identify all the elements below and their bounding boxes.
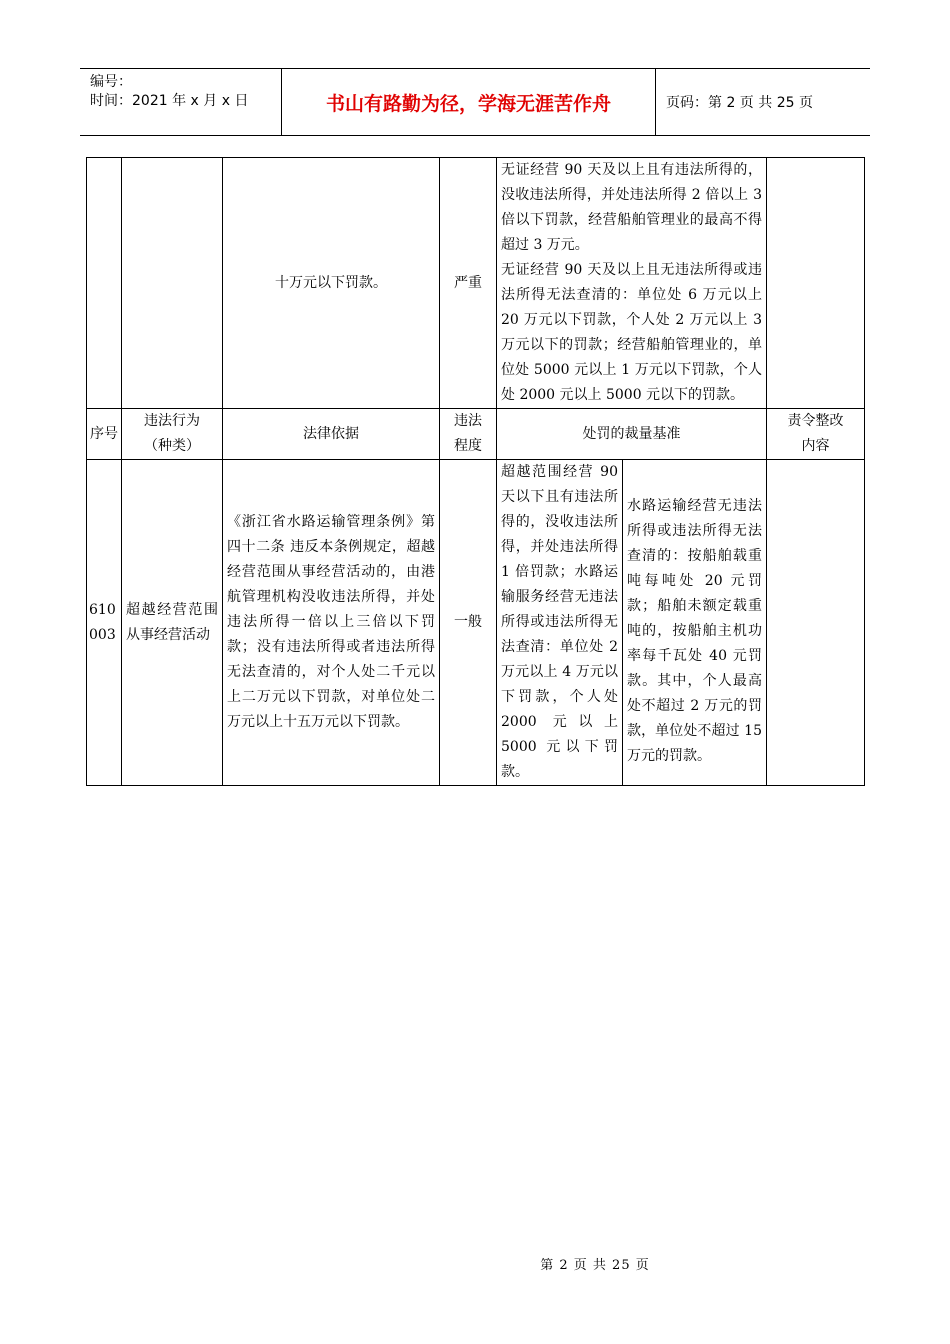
cell-act	[122, 158, 223, 409]
table-row	[87, 460, 865, 786]
cell-basis: 《浙江省水路运输管理条例》第四十二条 违反本条例规定，超越经营范围从事经营活动的，由港航管理机构没收违法所得，并处违法所得一倍以上三倍以下罚款；没有违法所得或者违法所得无法查清的，对个人处二千元以上二万元以下罚款，对单位处二万元以上十五万元以下罚款。	[223, 460, 440, 786]
page-footer	[0, 1254, 950, 1273]
footer-page-number: 第 2 页 共 25 页	[540, 1258, 650, 1273]
header-meta	[80, 69, 282, 135]
page-header	[80, 68, 870, 136]
cell-standard-a: 超越范围经营 90 天以下且有违法所得的，没收违法所得，并处违法所得 1 倍罚款；水路运输服务经营无违法所得或违法所得无法查清：单位处 2 万元以上 4 万元以下罚款，个人处 2000 元以上 5000 元以下罚款。	[497, 460, 623, 786]
cell-standard-b: 水路运输经营无违法所得或违法所得无法查清的：按船舶载重吨每吨处 20 元罚款；船舶未额定载重吨的，按船舶主机功率每千瓦处 40 元罚款。其中，个人最高处不超过 2 万元的罚款，单位处不超过 15 万元的罚款。	[623, 460, 767, 786]
document-number-label: 编号：	[90, 74, 132, 90]
standard-paragraph-1: 无证经营 90 天及以上且有违法所得的，没收违法所得，并处违法所得 2 倍以上 3 倍以下罚款，经营船舶管理业的最高不得超过 3 万元。	[501, 162, 762, 253]
standard-paragraph-2: 无证经营 90 天及以上且无违法所得或违法所得无法查清的：单位处 6 万元以上 20 万元以下罚款，个人处 2 万元以上 3 万元以下的罚款；经营船舶管理业的，单位处 5000 元以上 1 万元以下罚款，个人处 2000 元以上 5000 元以下的罚款。	[501, 262, 762, 403]
penalty-standards-table	[86, 157, 865, 786]
cell-seq	[87, 158, 122, 409]
header-degree: 违法程度	[440, 409, 497, 460]
header-seq: 序号	[87, 409, 122, 460]
header-order: 责令整改内容	[767, 409, 865, 460]
header-motto: 书山有路勤为径，学海无涯苦作舟	[282, 69, 656, 135]
header-basis: 法律依据	[223, 409, 440, 460]
cell-order	[767, 460, 865, 786]
cell-standard	[497, 158, 767, 409]
cell-seq: 610003	[87, 460, 122, 786]
cell-degree: 严重	[440, 158, 497, 409]
header-page-info: 页码：第 2 页 共 25 页	[666, 95, 813, 111]
header-act: 违法行为（种类）	[122, 409, 223, 460]
cell-order	[767, 158, 865, 409]
cell-degree: 一般	[440, 460, 497, 786]
cell-act: 超越经营范围从事经营活动	[122, 460, 223, 786]
header-standard: 处罚的裁量基准	[497, 409, 767, 460]
table-header-row	[87, 409, 865, 460]
document-time-label: 时间：2021 年 x 月 x 日	[90, 93, 249, 109]
table-row-continued	[87, 158, 865, 409]
cell-basis: 十万元以下罚款。	[223, 158, 440, 409]
